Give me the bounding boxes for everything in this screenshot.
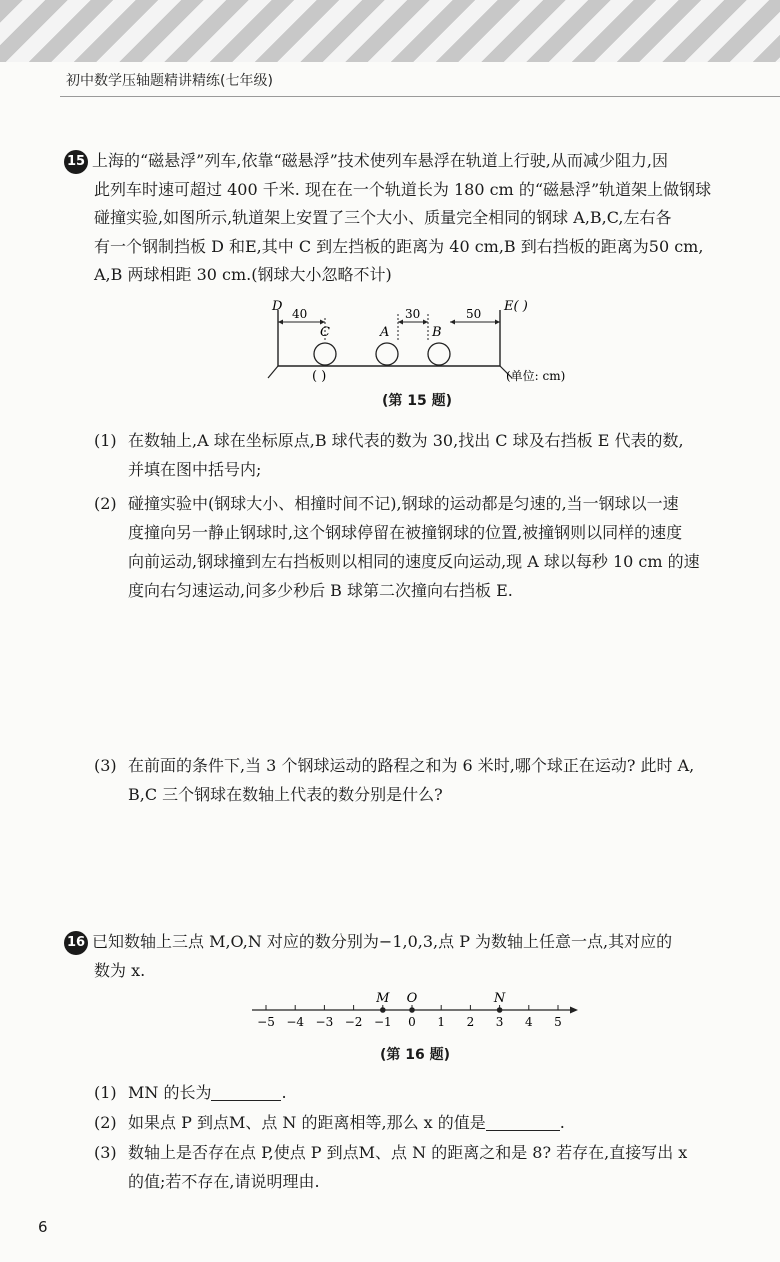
q1-label: (1) xyxy=(94,1083,117,1102)
page-number: 6 xyxy=(38,1218,48,1236)
problem-16-q3 xyxy=(94,1138,780,1196)
q1-text: MN 的长为 xyxy=(128,1083,212,1102)
point-label-o: O xyxy=(406,991,418,1006)
stem-line: 碰撞实验,如图所示,轨道架上安置了三个大小、质量完全相同的钢球 A,B,C,左右各 xyxy=(94,208,672,227)
point-label-n: N xyxy=(493,991,506,1006)
ball-c xyxy=(314,343,336,365)
ball-a xyxy=(376,343,398,365)
label-d: D xyxy=(272,299,283,314)
q3-label: (3) xyxy=(94,756,117,775)
stem-line: 15 上海的“磁悬浮”列车,依靠“磁悬浮”技术使列车悬浮在轨道上行驶,从而减少阻力,因 xyxy=(64,147,780,176)
stem-line: 16 已知数轴上三点 M,O,N 对应的数分别为−1,0,3,点 P 为数轴上任意一点,其对应的 xyxy=(64,928,780,957)
point-label-m: M xyxy=(376,991,390,1006)
q2-line: 碰撞实验中(钢球大小、相撞时间不记),钢球的运动都是匀速的,当一钢球以一速 xyxy=(128,494,679,513)
track-figure xyxy=(262,298,592,386)
q3-line: 的值;若不存在,请说明理由. xyxy=(128,1172,320,1191)
paren-below-c: ( ) xyxy=(312,369,327,384)
stem-line: 数为 x. xyxy=(94,960,146,980)
number-line-figure xyxy=(250,990,580,1034)
problem-15-q2 xyxy=(94,489,780,605)
q2-text: 如果点 P 到点M、点 N 的距离相等,那么 x 的值是 xyxy=(128,1113,486,1132)
q1-line: 在数轴上,A 球在坐标原点,B 球代表的数为 30,找出 C 球及右挡板 E 代表的数, xyxy=(128,431,684,450)
label-b: B xyxy=(432,325,442,340)
header-rule xyxy=(60,96,780,97)
problem-15-q1 xyxy=(94,426,780,484)
arrowhead xyxy=(320,320,325,325)
tick-label: −4 xyxy=(286,1015,305,1029)
tick-label: −2 xyxy=(344,1015,363,1029)
q3-line: 在前面的条件下,当 3 个钢球运动的路程之和为 6 米时,哪个球正在运动? 此时 A, xyxy=(128,756,695,775)
arrowhead xyxy=(278,320,283,325)
decorative-stripe-band xyxy=(0,0,780,62)
q1-label: (1) xyxy=(94,431,117,450)
caption-15: (第 15 题) xyxy=(382,393,453,409)
arrowhead xyxy=(495,320,500,325)
label-a: A xyxy=(380,325,390,340)
answer-blank[interactable] xyxy=(211,1084,281,1101)
q3-line: 数轴上是否存在点 P,使点 P 到点M、点 N 的距离之和是 8? 若存在,直接写出 x xyxy=(128,1143,688,1162)
point-n xyxy=(497,1007,503,1013)
q1-line: 并填在图中括号内; xyxy=(128,460,262,479)
problem-16-q2: (2) 如果点 P 到点M、点 N 的距离相等,那么 x 的值是 . xyxy=(94,1108,780,1137)
q2-label: (2) xyxy=(94,1113,117,1132)
problem-15-stem xyxy=(64,147,780,290)
label-c: C xyxy=(320,325,330,340)
q2-line: 度向右匀速运动,问多少秒后 B 球第二次撞向右挡板 E. xyxy=(128,581,513,600)
dist-mid: 30 xyxy=(405,307,421,321)
arrowhead xyxy=(423,320,428,325)
tick-label: −1 xyxy=(373,1015,392,1029)
tick-label: 1 xyxy=(437,1015,446,1029)
arrowhead xyxy=(450,320,455,325)
q3-label: (3) xyxy=(94,1143,117,1162)
caption-16: (第 16 题) xyxy=(380,1047,451,1063)
axis-arrowhead xyxy=(570,1007,578,1014)
tick-label: 2 xyxy=(466,1015,475,1029)
running-title: 初中数学压轴题精讲精练(七年级) xyxy=(66,73,273,89)
tick-label: 4 xyxy=(524,1015,533,1029)
point-m xyxy=(380,1007,386,1013)
tick-label: −5 xyxy=(257,1015,275,1029)
q2-line: 向前运动,钢球撞到左右挡板则以相同的速度反向运动,现 A 球以每秒 10 cm 的速 xyxy=(128,552,700,571)
dist-right: 50 xyxy=(466,307,482,321)
tick-label: 5 xyxy=(554,1015,562,1029)
problem-15-q3 xyxy=(94,751,780,809)
label-e: E( ) xyxy=(504,299,528,314)
tick-label: −3 xyxy=(315,1015,334,1029)
arrowhead xyxy=(398,320,403,325)
problem-16-q1: (1) MN 的长为 . xyxy=(94,1078,780,1107)
q2-label: (2) xyxy=(94,494,117,513)
ball-b xyxy=(428,343,450,365)
dist-left: 40 xyxy=(292,307,308,321)
q3-line: B,C 三个钢球在数轴上代表的数分别是什么? xyxy=(128,785,443,804)
unit-note: (单位: cm) xyxy=(506,369,566,383)
point-o xyxy=(409,1007,415,1013)
problem-15-number-badge: 15 xyxy=(64,150,88,174)
stem-line: A,B 两球相距 30 cm.(钢球大小忽略不计) xyxy=(94,265,392,284)
problem-16-stem xyxy=(64,928,780,985)
stem-line: 有一个钢制挡板 D 和E,其中 C 到左挡板的距离为 40 cm,B 到右挡板的距离为50 cm, xyxy=(94,236,704,256)
tick-label: 3 xyxy=(495,1015,504,1029)
left-board-foot xyxy=(268,366,278,378)
stem-line: 此列车时速可超过 400 千米. 现在在一个轨道长为 180 cm 的“磁悬浮”轨道架上做钢球 xyxy=(94,179,712,199)
tick-label: 0 xyxy=(408,1015,416,1029)
answer-blank[interactable] xyxy=(486,1114,560,1131)
problem-16-number-badge: 16 xyxy=(64,931,88,955)
q2-line: 度撞向另一静止钢球时,这个钢球停留在被撞钢球的位置,被撞钢则以同样的速度 xyxy=(128,523,683,542)
